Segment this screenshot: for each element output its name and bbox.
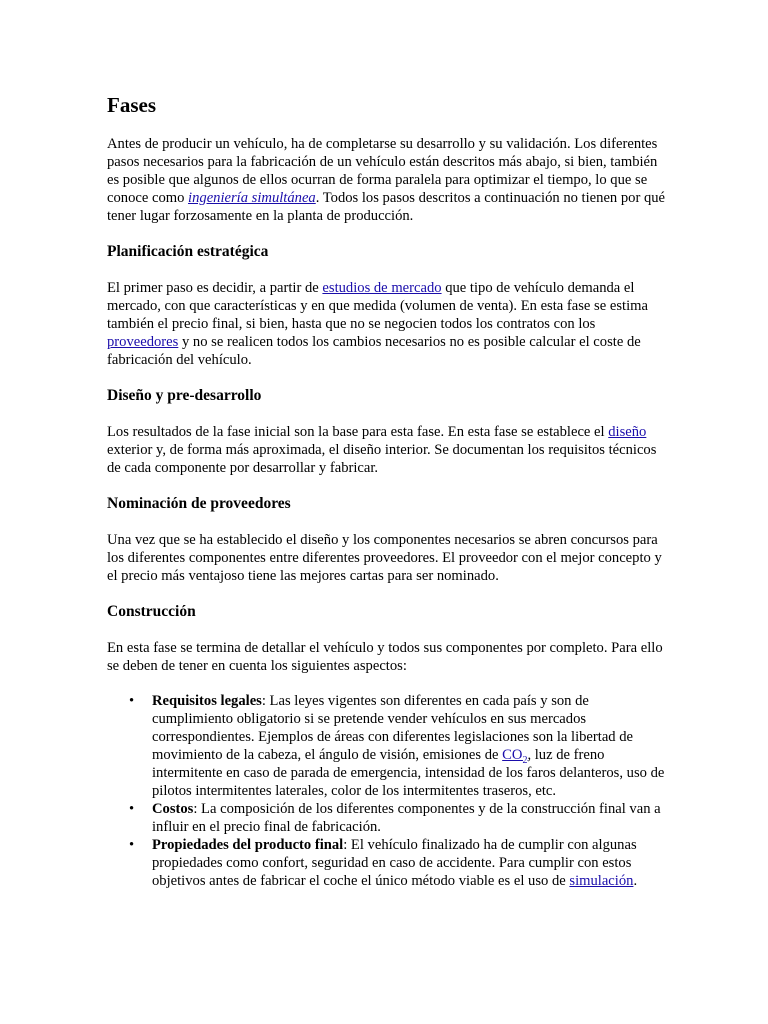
link-co2[interactable] xyxy=(502,747,528,766)
intro-paragraph xyxy=(107,135,667,225)
list-item-requisitos-legales xyxy=(129,692,667,800)
page-title: Fases xyxy=(107,93,156,117)
heading-nominacion: Nominación de proveedores xyxy=(107,495,291,512)
diseno-text-2: exterior y, de forma más aproximada, el diseño interior. Se documentan los requisitos técnicos de cada componente por desarrollar y fabricar. xyxy=(107,442,657,476)
planificacion-text-2: que tipo de vehículo demanda el mercado, con que características y en que medida (volumen de venta). En esta fase se estima también el precio final, si bien, hasta que no se negocien todos los contratos con los xyxy=(107,280,648,332)
link-diseno[interactable]: diseño xyxy=(608,424,647,440)
link-proveedores[interactable]: proveedores xyxy=(107,334,179,350)
planificacion-text-1: El primer paso es decidir, a partir de xyxy=(107,280,323,296)
link-simulacion[interactable]: simulación xyxy=(569,873,634,889)
intro-text-1: Antes de producir un vehículo, ha de completarse su desarrollo y su validación. Los diferentes pasos necesarios para la fabricación de un vehículo están descritos más abajo, si bien, también es posible que algunos de ellos ocurran de forma paralela para optimizar el tiempo, lo que se conoce como xyxy=(107,136,658,206)
intro-text-2: . Todos los pasos descritos a continuación no tienen por qué tener lugar forzosamente en la planta de producción. xyxy=(107,190,666,224)
diseno-text-1: Los resultados de la fase inicial son la base para esta fase. En esta fase se establece el xyxy=(107,424,609,440)
list-item-text: : El vehículo finalizado ha de cumplir con algunas propiedades como confort, seguridad en caso de accidente. Para cumplir con estos objetivos antes de fabricar el coche el único método viable es el uso de xyxy=(152,837,637,889)
list-item-term: Costos xyxy=(152,801,194,817)
heading-construccion: Construcción xyxy=(107,603,196,620)
list-item-text-2: . xyxy=(633,873,638,889)
link-co2-label: CO xyxy=(502,747,523,763)
list-item-text: : La composición de los diferentes componentes y de la construcción final van a influir en el precio final de fabricación. xyxy=(152,801,661,835)
link-co2-subscript: 2 xyxy=(522,754,528,766)
list-item-propiedades xyxy=(129,836,667,890)
construccion-list xyxy=(107,692,667,890)
bullet-icon: • xyxy=(129,693,135,709)
list-item-term: Propiedades del producto final xyxy=(152,837,344,853)
link-ingenieria-simultanea[interactable]: ingeniería simultánea xyxy=(188,190,316,206)
planificacion-paragraph xyxy=(107,279,667,369)
list-item-costos xyxy=(129,800,667,836)
list-item-text: : Las leyes vigentes son diferentes en cada país y son de cumplimiento obligatorio si se pretende vender vehículos en sus mercados correspondientes. Ejemplos de áreas con diferentes legislaciones son la libertad de movimiento de la cabeza, el ángulo de visión, emisiones de xyxy=(152,693,634,763)
diseno-paragraph xyxy=(107,423,667,477)
heading-diseno: Diseño y pre-desarrollo xyxy=(107,387,262,404)
heading-planificacion: Planificación estratégica xyxy=(107,243,269,260)
bullet-icon: • xyxy=(129,801,135,817)
planificacion-text-3: y no se realicen todos los cambios necesarios no es posible calcular el coste de fabricación del vehículo. xyxy=(107,334,641,368)
nominacion-paragraph: Una vez que se ha establecido el diseño y los componentes necesarios se abren concursos para los diferentes componentes entre diferentes proveedores. El proveedor con el mejor concepto y el precio más ventajoso tiene las mejores cartas para ser nominado. xyxy=(107,532,662,584)
construccion-paragraph: En esta fase se termina de detallar el vehículo y todos sus componentes por completo. Para ello se deben de tener en cuenta los siguientes aspectos: xyxy=(107,640,663,674)
link-estudios-de-mercado[interactable]: estudios de mercado xyxy=(322,280,442,296)
bullet-icon: • xyxy=(129,837,135,853)
list-item-term: Requisitos legales xyxy=(152,693,262,709)
list-item-text-2: , luz de freno intermitente en caso de parada de emergencia, intensidad de los faros delanteros, uso de pilotos intermitentes laterales, color de los intermitentes traseros, etc. xyxy=(152,747,665,799)
article-content xyxy=(107,92,667,890)
